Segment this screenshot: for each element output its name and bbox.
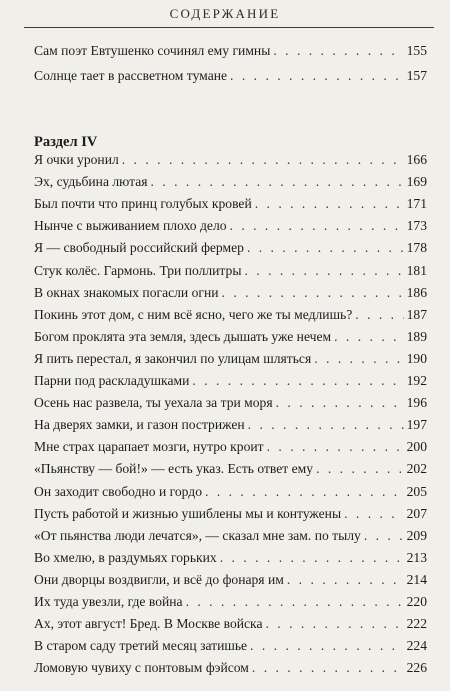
toc-entry-title: Они дворцы воздвигли, и всё до фонаря им xyxy=(34,571,284,587)
toc-dot-leader xyxy=(186,592,404,612)
toc-entry-title: Осень нас развела, ты уехала за три моря xyxy=(34,395,273,411)
toc-entry xyxy=(34,238,427,258)
toc-entry xyxy=(34,283,427,303)
toc-entry xyxy=(34,194,427,214)
toc-dot-leader xyxy=(364,526,404,546)
toc-entry xyxy=(34,636,427,656)
toc-dot-leader xyxy=(334,327,403,347)
toc-entry-page: 200 xyxy=(406,439,427,455)
toc-entry xyxy=(34,216,427,236)
toc-entry-title: На дверях замки, и газон пострижен xyxy=(34,417,245,433)
toc-entry-page: 213 xyxy=(406,549,427,565)
toc-entry-title: Я очки уронил xyxy=(34,152,119,167)
toc-entry xyxy=(34,41,427,61)
toc-dot-leader xyxy=(205,482,404,502)
toc-entry-title: Покинь этот дом, с ним всё ясно, чего же ты медлишь? xyxy=(34,306,353,322)
toc-entry xyxy=(34,614,427,634)
toc-entry xyxy=(34,66,427,86)
toc-entry xyxy=(34,371,427,391)
toc-entry-page: 214 xyxy=(406,571,427,587)
toc-entry-title: Парни под раскладушками xyxy=(34,373,190,388)
toc-entry-page: 197 xyxy=(406,417,427,433)
toc-entry-title: Пусть работой и жизнью ушиблены мы и контужены xyxy=(34,505,342,521)
toc-entry-title: В старом саду третий месяц затишье xyxy=(34,638,248,654)
toc-dot-leader xyxy=(276,393,404,413)
toc-entry-title: Я — свободный российский фермер xyxy=(34,240,244,256)
toc-entry-page: 173 xyxy=(406,218,427,234)
toc-entry-page: 181 xyxy=(406,262,427,278)
header-rule xyxy=(24,27,434,28)
section-heading: Раздел IV xyxy=(34,134,98,150)
toc-entry-page: 169 xyxy=(406,174,427,190)
toc-dot-leader xyxy=(273,41,403,61)
toc-dot-leader xyxy=(220,548,404,568)
toc-entry-page: 157 xyxy=(406,68,427,83)
toc-entry-title: Ах, этот август! Бред. В Москве войска xyxy=(34,616,263,632)
toc-dot-leader xyxy=(230,216,404,236)
toc-dot-leader xyxy=(355,305,403,325)
toc-entry xyxy=(34,305,427,325)
toc-entry-title: Солнце тает в рассветном тумане xyxy=(34,68,228,83)
toc-entry-title: Я пить перестал, я закончил по улицам шляться xyxy=(34,350,312,366)
toc-entry-page: 224 xyxy=(406,638,427,654)
toc-entry xyxy=(34,548,427,568)
page-header xyxy=(0,6,450,22)
toc-entry xyxy=(34,658,427,678)
toc-entry-page: 205 xyxy=(406,483,427,499)
toc-dot-leader xyxy=(247,238,404,258)
toc-entry xyxy=(34,150,427,170)
toc-dot-leader xyxy=(250,636,404,656)
toc-entry xyxy=(34,415,427,435)
toc-entry-page: 196 xyxy=(406,395,427,411)
toc-entry xyxy=(34,526,427,546)
toc-dot-leader xyxy=(252,658,404,678)
toc-dot-leader xyxy=(287,570,404,590)
toc-entry-page: 171 xyxy=(406,196,427,212)
toc-entry-page: 226 xyxy=(406,660,427,676)
header-title: СОДЕРЖАНИЕ xyxy=(169,6,281,21)
toc-entry xyxy=(34,482,427,502)
toc-entry xyxy=(34,504,427,524)
toc-entry-page: 202 xyxy=(406,461,427,477)
toc-entry-page: 207 xyxy=(406,505,427,521)
toc-entry xyxy=(34,570,427,590)
toc-entry-title: Ломовую чувиху с понтовым фэйсом xyxy=(34,660,249,676)
toc-dot-leader xyxy=(265,614,403,634)
toc-dot-leader xyxy=(316,459,404,479)
toc-entry-title: Был почти что принц голубых кровей xyxy=(34,196,252,212)
toc-entry-page: 220 xyxy=(406,594,427,609)
toc-entry-title: Во хмелю, в раздумьях горьких xyxy=(34,549,217,565)
toc-entry xyxy=(34,261,427,281)
toc-dot-leader xyxy=(314,349,403,369)
toc-dot-leader xyxy=(244,261,403,281)
toc-entry-page: 178 xyxy=(406,240,427,256)
toc-entry-page: 209 xyxy=(406,527,427,543)
toc-entry-title: Эх, судьбина лютая xyxy=(34,174,148,190)
toc-dot-leader xyxy=(192,371,403,391)
toc-dot-leader xyxy=(248,415,404,435)
toc-dot-leader xyxy=(151,172,404,192)
toc-entry-page: 189 xyxy=(406,328,427,344)
toc-dot-leader xyxy=(122,150,404,170)
toc-entry-title: Стук колёс. Гармонь. Три поллитры xyxy=(34,262,242,278)
toc-entry-title: В окнах знакомых погасли огни xyxy=(34,284,219,300)
toc-dot-leader xyxy=(255,194,404,214)
toc-entry xyxy=(34,172,427,192)
toc-entry xyxy=(34,592,427,612)
toc-entry-title: Их туда увезли, где война xyxy=(34,594,183,609)
toc-dot-leader xyxy=(267,437,404,457)
toc-dot-leader xyxy=(230,66,404,86)
toc-entry xyxy=(34,327,427,347)
toc-entry-title: Мне страх царапает мозги, нутро кроит xyxy=(34,439,264,455)
toc-entry-title: Сам поэт Евтушенко сочинял ему гимны xyxy=(34,43,271,58)
toc-entry-page: 190 xyxy=(406,350,427,366)
toc-entry xyxy=(34,393,427,413)
toc-entry-page: 192 xyxy=(406,373,427,388)
toc-entry-page: 155 xyxy=(406,43,427,58)
toc-dot-leader xyxy=(344,504,404,524)
toc-entry-page: 187 xyxy=(406,306,427,322)
toc-entry-title: «Пьянству — бой!» — есть указ. Есть ответ ему xyxy=(34,461,314,477)
toc-entry xyxy=(34,437,427,457)
toc-entry-page: 186 xyxy=(406,284,427,300)
toc-entry-page: 166 xyxy=(406,152,427,167)
toc-entry-title: Нынче с выживанием плохо дело xyxy=(34,218,227,234)
toc-dot-leader xyxy=(222,283,404,303)
toc-entry-title: «От пьянства люди лечатся», — сказал мне зам. по тылу xyxy=(34,527,361,543)
toc-entry-page: 222 xyxy=(406,616,427,632)
toc-entry xyxy=(34,349,427,369)
toc-entry xyxy=(34,459,427,479)
toc-entry-title: Он заходит свободно и гордо xyxy=(34,483,203,499)
toc-entry-title: Богом проклята эта земля, здесь дышать уже нечем xyxy=(34,328,332,344)
